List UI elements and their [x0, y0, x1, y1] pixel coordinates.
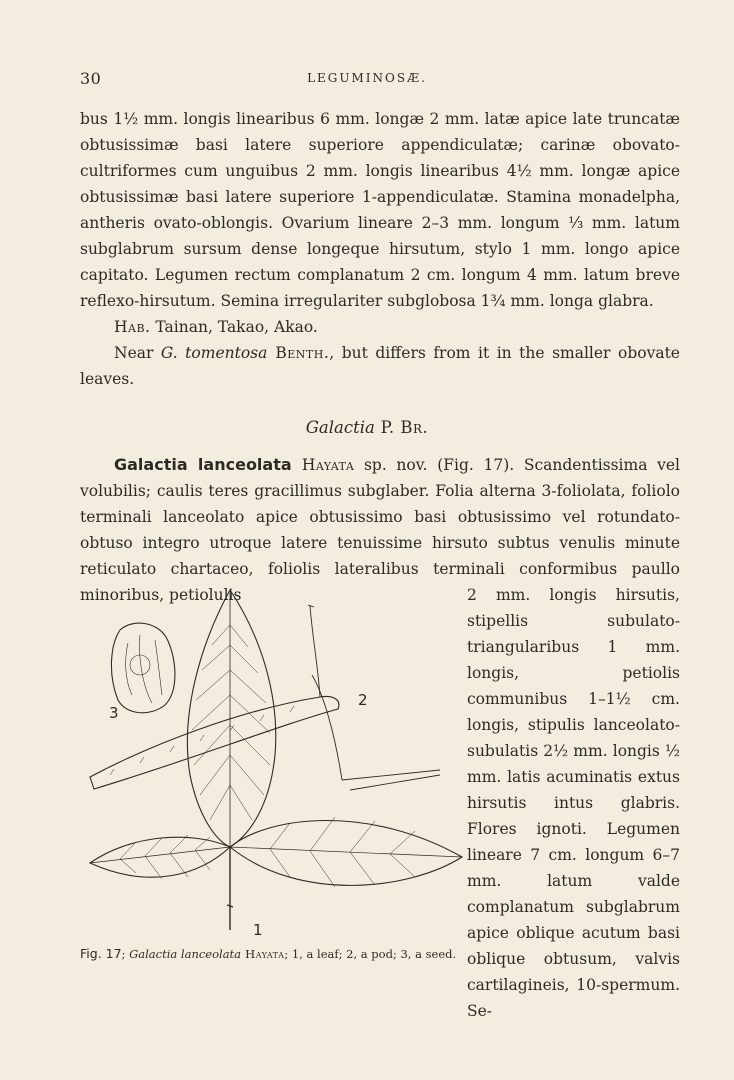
- figure-label-pod: 2: [358, 691, 368, 709]
- species-name: Galactia lanceolata: [114, 455, 292, 474]
- caption-separator: ;: [121, 947, 130, 961]
- note-text-end: , but differs from it in the smaller obovate leaves.: [80, 344, 680, 388]
- running-head: LEGUMINOSÆ.: [307, 71, 427, 85]
- habitat-text: Tainan, Takao, Akao.: [150, 318, 318, 336]
- note-species: G. tomentosa: [160, 344, 268, 362]
- genus-author: P. Br.: [374, 418, 429, 437]
- note-author: Benth.: [267, 344, 330, 362]
- seed-drawing: [111, 623, 174, 713]
- figure-label-leaf: 1: [253, 921, 263, 939]
- caption-author: Hayata: [241, 947, 285, 961]
- paragraph-habitat: [80, 314, 680, 340]
- habitat-label: Hab.: [114, 318, 151, 336]
- petiole-drawing: [227, 847, 233, 930]
- caption-text: ; 1, a leaf; 2, a pod; 3, a seed.: [284, 947, 457, 961]
- genus-name: Galactia: [305, 418, 375, 437]
- species-author: Hayata: [291, 456, 355, 474]
- caption-species: Galactia lanceolata: [129, 947, 242, 961]
- species-description-wrap: [467, 582, 680, 1024]
- paragraph-note: [80, 340, 680, 392]
- description-continued: [80, 106, 680, 392]
- paragraph-description: bus 1½ mm. longis linearibus 6 mm. longæ 2 mm. latæ apice late truncatæ obtusissimæ basi latere superiore appendiculatæ; carinæ obovato-cultriformes cum unguibus 2 mm. longis linearibus 4½ mm. longæ apice obtusissimæ basi latere superiore 1-appendiculatæ. Stamina monadelpha, antheris ovato-oblongis. Ovarium lineare 2–3 mm. longum ⅓ mm. latum subglabrum sursum dense longeque hirsutum, stylo 1 mm. longo apice capitato. Legumen rectum complanatum 2 cm. longum 4 mm. latum breve reflexo-hirsutum. Semina irregulariter subglobosa 1¾ mm. longa glabra.: [80, 110, 680, 310]
- species-text: sp. nov. (Fig. 17). Scandentissima vel volubilis; caulis teres gracillimus subglaber. Folia alterna 3-foliolata, foliolo terminali lanceolato apice obtusissimo basi obtusissimo vel rotundato-obtuso integro utroque latere tenuissime hirsuto subtus venulis minute reticulato chartaceo, foliolis lateralibus terminali conformibus paullo minoribus, petiolulis: [80, 456, 681, 604]
- page-number: 30: [80, 69, 102, 88]
- figure-illustration: [80, 585, 466, 935]
- lateral-leaf-left-drawing: [90, 835, 230, 879]
- pod-drawing: [90, 605, 440, 790]
- figure-label-seed: 3: [109, 704, 119, 722]
- figure-caption: [80, 944, 460, 964]
- lateral-leaf-right-drawing: [230, 817, 462, 887]
- caption-label: Fig. 17: [80, 946, 122, 961]
- note-text: Near: [114, 344, 161, 362]
- genus-heading: [0, 418, 734, 437]
- species-wrap-paragraph: 2 mm. longis hirsutis, stipellis subulato-triangularibus 1 mm. longis, petiolis communibus 1–1½ cm. longis, stipulis lanceolato-subulatis 2½ mm. longis ½ mm. latis acuminatis extus hirsutis intus glabris. Flores ignoti. Legumen lineare 7 cm. longum 6–7 mm. latum valde complanatum subglabrum apice oblique acutum basi oblique obtusum, valvis cartilagineis, 10-spermum. Se-: [467, 586, 680, 1020]
